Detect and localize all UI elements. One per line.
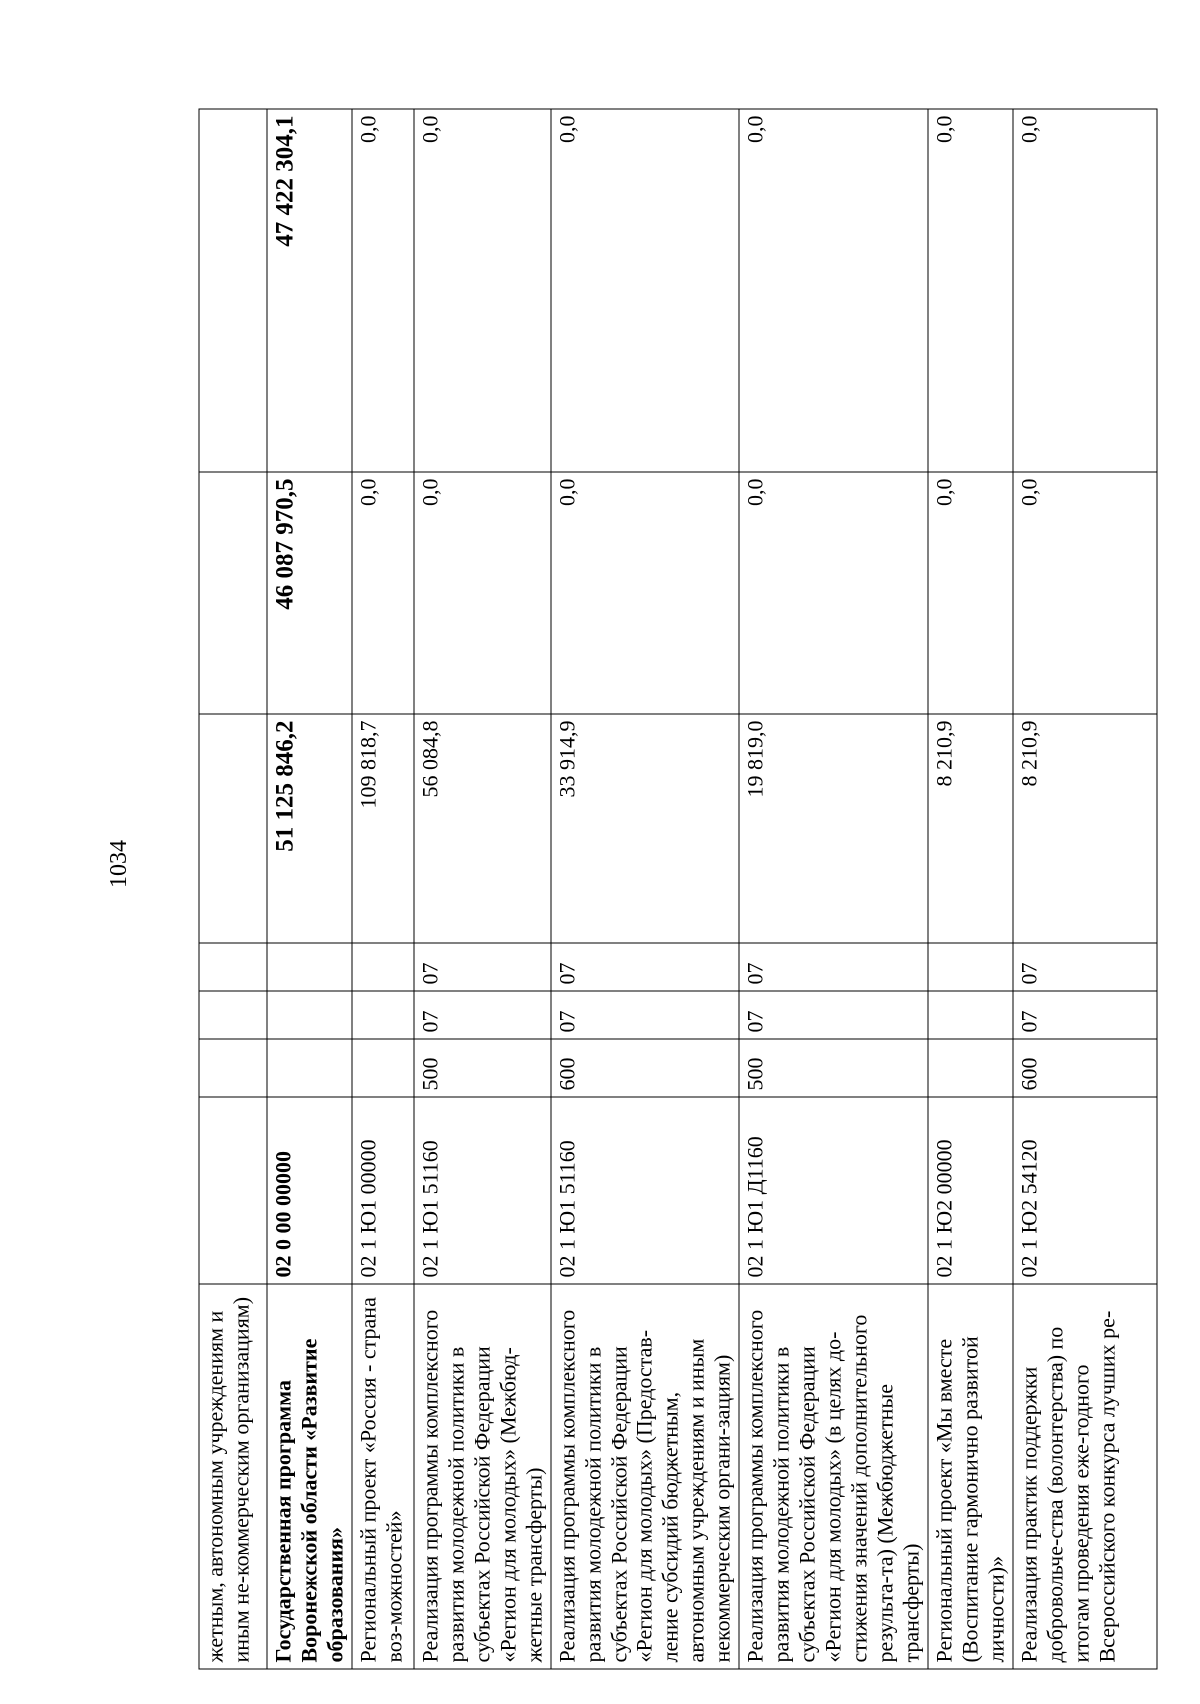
row-subsection-cell [267, 943, 352, 991]
row-amount-2026-cell: 0,0 [1013, 109, 1157, 472]
row-amount-2026-cell: 0,0 [551, 109, 740, 472]
row-amount-2025-cell: 0,0 [739, 472, 928, 714]
row-amount-2026-cell: 0,0 [414, 109, 551, 472]
row-name-cell: Реализация программы комплексного развития молодежной политики в субъектах Российской Федерации «Регион для молодых» (в целях до-стижения значений дополнительного результа-та) (Межбюджетные трансферты) [739, 1284, 928, 1669]
row-section-cell: 07 [739, 991, 928, 1039]
row-expense-type-cell [928, 1039, 1013, 1097]
row-target-code-cell: 02 1 Ю1 Д1160 [739, 1097, 928, 1284]
row-expense-type-cell: 600 [551, 1039, 740, 1097]
row-target-code-cell [199, 1097, 267, 1284]
row-subsection-cell: 07 [414, 943, 551, 991]
row-amount-2024-cell: 33 914,9 [551, 714, 740, 943]
row-section-cell [352, 991, 414, 1039]
row-amount-2025-cell: 0,0 [352, 472, 414, 714]
table-row [414, 109, 551, 1669]
table-row [267, 109, 352, 1669]
row-expense-type-cell [352, 1039, 414, 1097]
row-name-cell: жетным, автономным учреждениям и иным не-коммерческим организациям) [199, 1284, 267, 1669]
row-subsection-cell: 07 [739, 943, 928, 991]
budget-table [199, 109, 1158, 1670]
row-section-cell: 07 [1013, 991, 1157, 1039]
row-amount-2025-cell: 46 087 970,5 [267, 472, 352, 714]
row-expense-type-cell: 500 [739, 1039, 928, 1097]
row-subsection-cell: 07 [1013, 943, 1157, 991]
row-section-cell [267, 991, 352, 1039]
row-target-code-cell: 02 0 00 00000 [267, 1097, 352, 1284]
row-amount-2024-cell [199, 714, 267, 943]
row-target-code-cell: 02 1 Ю1 51160 [551, 1097, 740, 1284]
row-target-code-cell: 02 1 Ю2 54120 [1013, 1097, 1157, 1284]
table-rotation-wrapper [199, 110, 1120, 1670]
row-amount-2024-cell: 56 084,8 [414, 714, 551, 943]
row-amount-2026-cell: 0,0 [739, 109, 928, 472]
row-expense-type-cell: 500 [414, 1039, 551, 1097]
table-row [352, 109, 414, 1669]
row-amount-2026-cell [199, 109, 267, 472]
row-subsection-cell [928, 943, 1013, 991]
row-amount-2026-cell: 0,0 [928, 109, 1013, 472]
row-amount-2024-cell: 109 818,7 [352, 714, 414, 943]
row-amount-2025-cell: 0,0 [1013, 472, 1157, 714]
row-target-code-cell: 02 1 Ю1 51160 [414, 1097, 551, 1284]
row-amount-2025-cell: 0,0 [928, 472, 1013, 714]
row-subsection-cell: 07 [551, 943, 740, 991]
page-number: 1034 [106, 840, 132, 888]
row-name-cell: Региональный проект «Россия - страна воз-можностей» [352, 1284, 414, 1669]
row-expense-type-cell [199, 1039, 267, 1097]
row-expense-type-cell: 600 [1013, 1039, 1157, 1097]
row-target-code-cell: 02 1 Ю1 00000 [352, 1097, 414, 1284]
row-name-cell: Государственная программа Воронежской области «Развитие образования» [267, 1284, 352, 1669]
row-name-cell: Региональный проект «Мы вместе (Воспитание гармонично развитой личности)» [928, 1284, 1013, 1669]
row-amount-2024-cell: 8 210,9 [1013, 714, 1157, 943]
row-amount-2025-cell: 0,0 [414, 472, 551, 714]
row-amount-2026-cell: 47 422 304,1 [267, 109, 352, 472]
row-amount-2024-cell: 8 210,9 [928, 714, 1013, 943]
row-name-cell: Реализация программы комплексного развития молодежной политики в субъектах Российской Федерации «Регион для молодых» (Межбюд-жетные трансферты) [414, 1284, 551, 1669]
row-target-code-cell: 02 1 Ю2 00000 [928, 1097, 1013, 1284]
row-section-cell [928, 991, 1013, 1039]
row-amount-2024-cell: 51 125 846,2 [267, 714, 352, 943]
row-amount-2025-cell [199, 472, 267, 714]
table-body [199, 109, 1157, 1669]
table-row [199, 109, 267, 1669]
row-section-cell: 07 [414, 991, 551, 1039]
table-row [928, 109, 1013, 1669]
row-name-cell: Реализация программы комплексного развития молодежной политики в субъектах Российской Федерации «Регион для молодых» (Предостав-ление субсидий бюджетным, автономным учреждениям и иным некоммерческим органи-зациям) [551, 1284, 740, 1669]
row-subsection-cell [352, 943, 414, 991]
row-section-cell [199, 991, 267, 1039]
row-expense-type-cell [267, 1039, 352, 1097]
row-amount-2026-cell: 0,0 [352, 109, 414, 472]
row-subsection-cell [199, 943, 267, 991]
row-section-cell: 07 [551, 991, 740, 1039]
row-amount-2024-cell: 19 819,0 [739, 714, 928, 943]
row-name-cell: Реализация практик поддержки добровольче-ства (волонтерства) по итогам проведения еже-годного Всероссийского конкурса лучших ре- [1013, 1284, 1157, 1669]
table-row [739, 109, 928, 1669]
table-row [1013, 109, 1157, 1669]
row-amount-2025-cell: 0,0 [551, 472, 740, 714]
table-row [551, 109, 740, 1669]
